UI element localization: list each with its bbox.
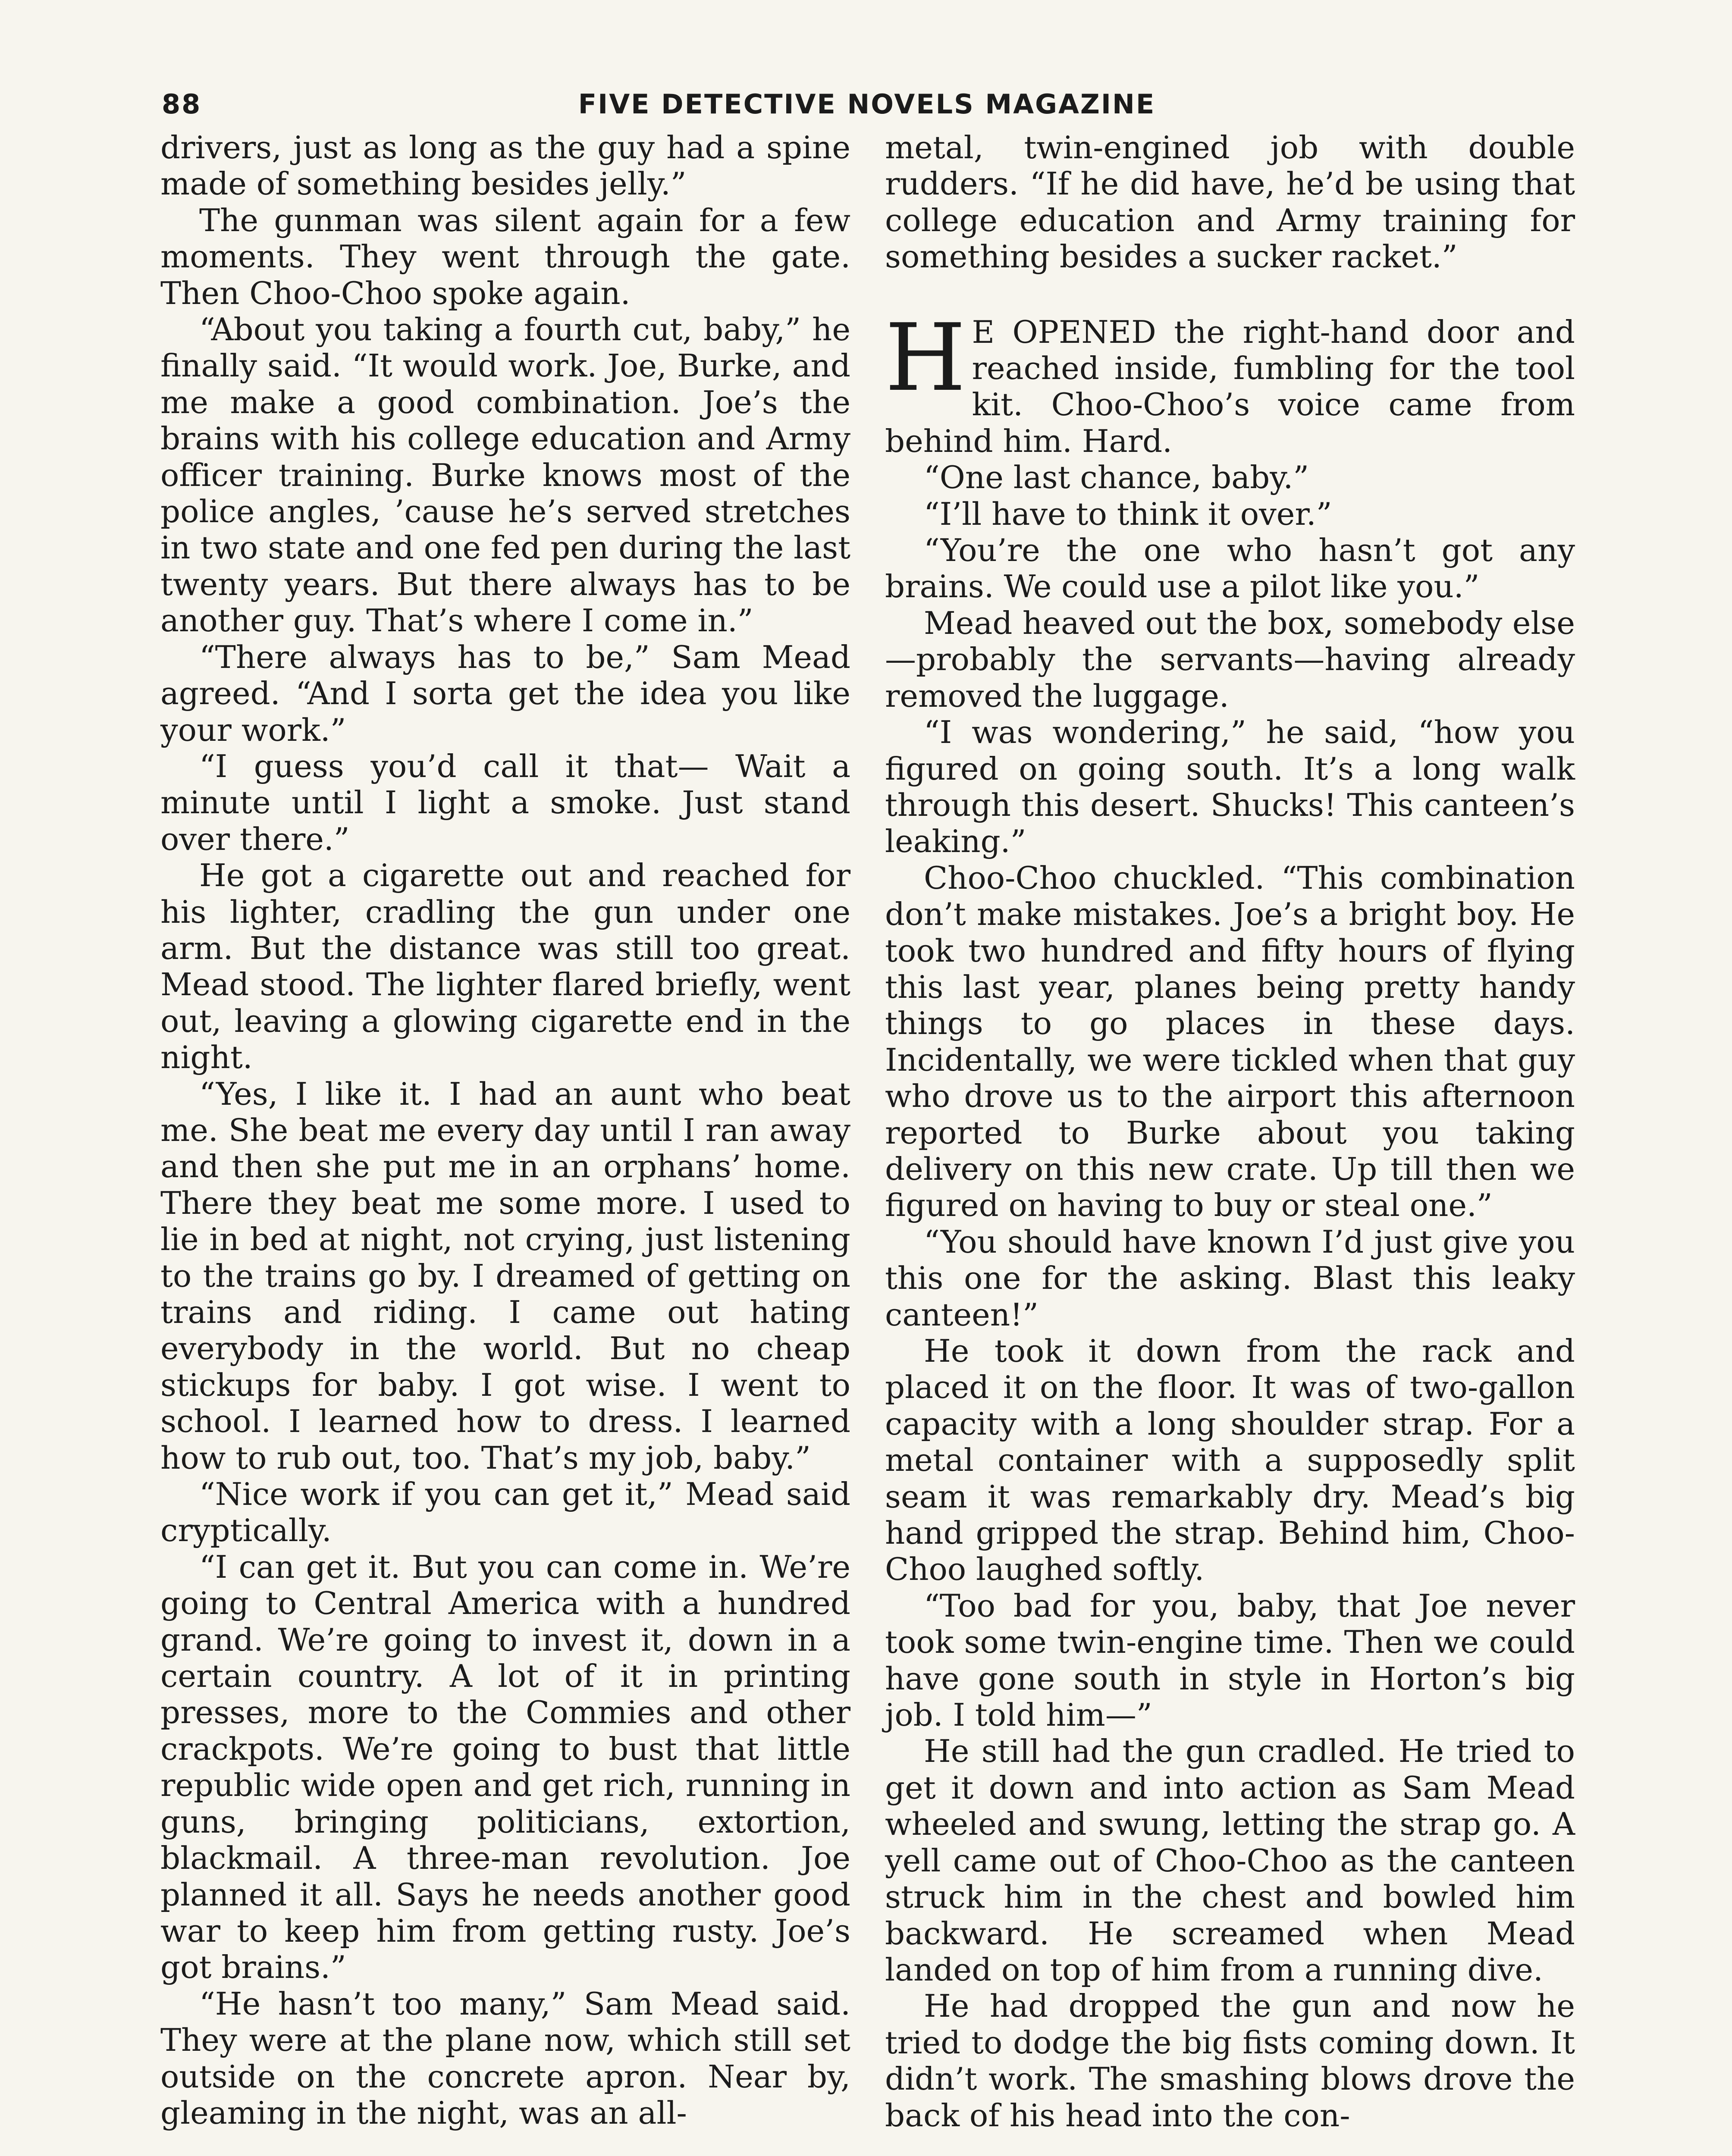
dropcap-paragraph — [885, 303, 1575, 460]
magazine-title: FIVE DETECTIVE NOVELS MAGAZINE — [578, 88, 1156, 120]
paragraph: He still had the gun cradled. He tried to get it down and into action as Sam Mead wheeled and swung, letting the strap go. A yell came out of Choo-Choo as the canteen struck him in the chest and bowled him backward. He screamed when Mead landed on top of him from a running dive. — [885, 1733, 1575, 1988]
paragraph: “Yes, I like it. I had an aunt who beat me. She beat me every day until I ran away and then she put me in an orphans’ home. There they beat me some more. I used to lie in bed at night, not crying, just listening to the trains go by. I dreamed of getting on trains and riding. I came out hating everybody in the world. But no cheap stickups for baby. I got wise. I went to school. I learned how to dress. I learned how to rub out, too. That’s my job, baby.” — [160, 1075, 850, 1476]
page-header — [162, 84, 1572, 132]
paragraph: “One last chance, baby.” — [924, 459, 1309, 496]
paragraph: “He hasn’t too many,” Sam Mead said. They were at the plane now, which still set outside on the concrete apron. Near by, gleaming in the night, was an all- — [160, 1985, 850, 2131]
paragraph: He took it down from the rack and placed it on the floor. It was of two-gallon capacity with a long shoulder strap. For a metal container with a supposedly split seam it was remarkably dry. Mead’s big hand gripped the strap. Behind him, Choo-Choo laughed softly. — [885, 1333, 1575, 1588]
paragraph: “You’re the one who hasn’t got any brains. We could use a pilot like you.” — [885, 532, 1575, 605]
paragraph: metal, twin-engined job with double rudders. “If he did have, he’d be using that college education and Army training for something besides a sucker racket.” — [885, 129, 1575, 275]
paragraph: “Too bad for you, baby, that Joe never took some twin-engine time. Then we could have gone south in style in Horton’s big job. I told him—” — [885, 1587, 1575, 1733]
paragraph: He had dropped the gun and now he tried to dodge the big fists coming down. It didn’t work. The smashing blows drove the back of his head into the con- — [885, 1988, 1575, 2134]
paragraph: Mead heaved out the box, somebody else—probably the servants—having already removed the luggage. — [885, 605, 1575, 714]
left-column — [160, 129, 850, 2131]
paragraph: “There always has to be,” Sam Mead agreed. “And I sorta get the idea you like your work.” — [160, 639, 850, 748]
section-break — [885, 275, 1575, 314]
paragraph: “Nice work if you can get it,” Mead said cryptically. — [160, 1476, 850, 1549]
paragraph: Choo-Choo chuckled. “This combination don’t make mistakes. Joe’s a bright boy. He took two hundred and fifty hours of flying this last year, planes being pretty handy things to go places in these days. Incidentally, we were tickled when that guy who drove us to the airport this afternoon reported to Burke about you taking delivery on this new crate. Up till then we figured on having to buy or steal one.” — [885, 859, 1575, 1224]
paragraph: “I can get it. But you can come in. We’re going to Central America with a hundred grand. We’re going to invest it, down in a certain country. A lot of it in printing presses, more to the Commies and other crackpots. We’re going to bust that little republic wide open and get rich, running in guns, bringing politicians, extortion, blackmail. A three-man revolution. Joe planned it all. Says he needs another good war to keep him from getting rusty. Joe’s got brains.” — [160, 1548, 850, 1986]
paragraph: “I guess you’d call it that— Wait a minute until I light a smoke. Just stand over there.” — [160, 748, 850, 857]
paragraph: The gunman was silent again for a few moments. They went through the gate. Then Choo-Choo spoke again. — [160, 202, 850, 311]
paragraph: “I was wondering,” he said, “how you figured on going south. It’s a long walk through this desert. Shucks! This canteen’s leaking.” — [885, 714, 1575, 860]
paragraph: drivers, just as long as the guy had a spine made of something besides jelly.” — [160, 129, 850, 202]
drop-cap: H — [885, 303, 966, 412]
paragraph: He got a cigarette out and reached for his lighter, cradling the gun under one arm. But the distance was still too great. Mead stood. The lighter flared briefly, went out, leaving a glowing cigarette end in the night. — [160, 857, 850, 1076]
paragraph: “I’ll have to think it over.” — [924, 495, 1332, 532]
page-number: 88 — [162, 88, 202, 120]
paragraph: “About you taking a fourth cut, baby,” he finally said. “It would work. Joe, Burke, and me make a good combination. Joe’s the brains with his college education and Army officer training. Burke knows most of the police angles, ’cause he’s served stretches in two state and one fed pen during the last twenty years. But there always has to be another guy. That’s where I come in.” — [160, 311, 850, 639]
paragraph: “You should have known I’d just give you this one for the asking. Blast this leaky canteen!” — [885, 1223, 1575, 1333]
dropcap-paragraph-text: E OPENED the right-hand door and reached inside, fumbling for the tool kit. Choo-Choo’s voice came from behind him. Hard. — [885, 313, 1575, 459]
right-column — [885, 129, 1575, 2134]
